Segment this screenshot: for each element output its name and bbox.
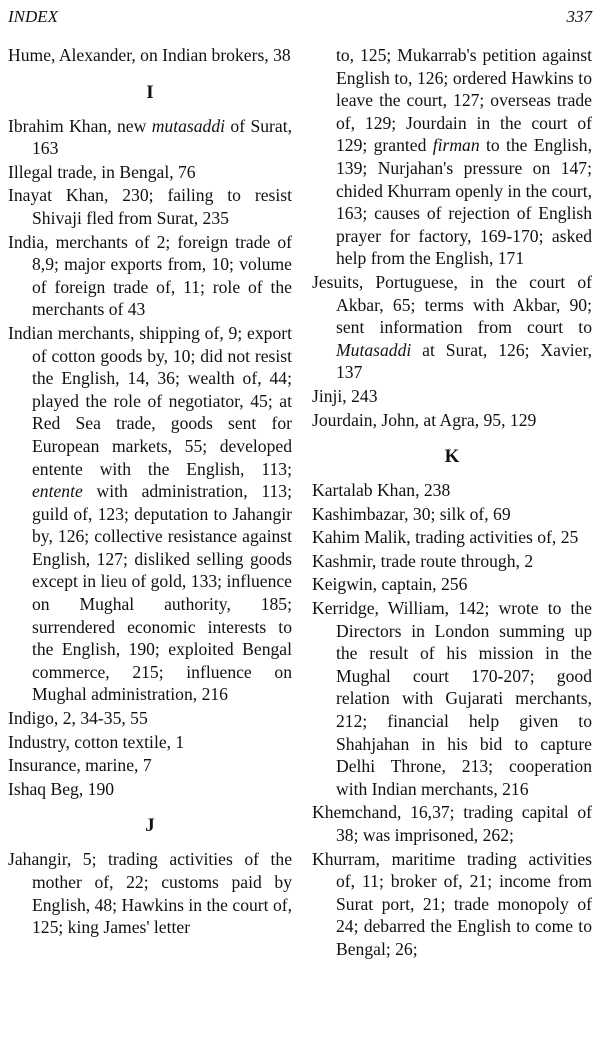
letter-heading-k: K	[444, 446, 460, 468]
index-entry-khemchand: Khemchand, 16,37; trading capital of 38; was imprisoned, 262;	[312, 802, 592, 845]
index-entry-kahim-malik: Kahim Malik, trading activities of, 25	[312, 527, 579, 548]
section-title: INDEX	[8, 7, 59, 26]
index-column-right	[312, 44, 592, 962]
index-entry-kartalab-khan: Kartalab Khan, 238	[312, 480, 451, 501]
index-entry-jesuits	[312, 271, 592, 384]
index-entry-illegal-trade: Illegal trade, in Bengal, 76	[8, 161, 196, 182]
index-entry-khurram: Khurram, maritime trading activities of, 11; broker of, 21; income from Surat port, 21; trade monopoly of 24; debarred the English to come to Bengal; 26;	[312, 848, 592, 959]
index-entry-insurance: Insurance, marine, 7	[8, 755, 152, 776]
page-header	[8, 6, 592, 30]
letter-heading-i: I	[146, 81, 154, 103]
index-entry-indian-merchants	[8, 322, 292, 706]
entry-text: to, 125; Mukarrab's petition against English to, 126; ordered Hawkins to leave the court, 127; overseas trade of, 129; Jourdain in the court of 129; granted	[336, 45, 592, 156]
entry-text: Jesuits, Portuguese, in the court of Akbar, 65; terms with Akbar, 90; sent information from court to	[312, 271, 592, 338]
entry-text: with administration, 113; guild of, 123; deputation to Jahangir by, 126; collective resistance against English, 127; disliked selling goods except in lieu of gold, 133; influence on Mughal authority, 185; surrendered economic interests to the English, 190; exploited Bengal commerce, 215; influence on Mughal administration, 216	[32, 481, 292, 705]
entry-text: Ibrahim Khan, new	[8, 115, 152, 136]
entry-text: to the English, 139; Nurjahan's pressure on 147; chided Khurram openly in the court, 163; causes of rejection of English prayer for factory, 169-170; asked help from the English, 171	[336, 135, 593, 269]
index-column-left	[8, 44, 292, 940]
index-entry-ishaq-beg: Ishaq Beg, 190	[8, 778, 115, 799]
letter-heading-j: J	[145, 815, 155, 837]
entry-italic-term: firman	[432, 135, 480, 156]
index-entry-ibrahim-khan	[8, 115, 292, 160]
index-entry-kerridge: Kerridge, William, 142; wrote to the Directors in London summing up the result of his mission in the Mughal court 170-207; good relation with Gujarati merchants, 212; financial help given to Shahjahan in his bid to capture Delhi Throne, 213; cooperation with Indian merchants, 216	[312, 598, 592, 799]
entry-text: at Surat, 126; Xavier, 137	[336, 339, 592, 383]
entry-italic-term: Mutasaddi	[336, 339, 412, 360]
entry-text: Indian merchants, shipping of, 9; export of cotton goods by, 10; did not resist the English, 14, 36; wealth of, 44; played the role of negotiator, 45; at Red Sea trade, goods sent for European markets, 55; developed entente with the English, 113;	[8, 322, 292, 479]
index-entry-jourdain: Jourdain, John, at Agra, 95, 129	[312, 409, 537, 430]
index-entry-industry: Industry, cotton textile, 1	[8, 731, 185, 752]
index-entry-keigwin: Keigwin, captain, 256	[312, 574, 468, 595]
entry-italic-term: entente	[32, 481, 83, 502]
index-entry-inayat-khan: Inayat Khan, 230; failing to resist Shivaji fled from Surat, 235	[8, 185, 292, 228]
index-entry-kashmir: Kashmir, trade route through, 2	[312, 550, 534, 571]
entry-text: of Surat, 163	[32, 115, 292, 159]
index-entry-jahangir-continued	[312, 44, 592, 270]
index-entry-jinji: Jinji, 243	[312, 385, 378, 406]
page-number: 337	[566, 7, 592, 26]
index-entry-jahangir: Jahangir, 5; trading activities of the mother of, 22; customs paid by English, 48; Hawkins in the court of, 125; king James' letter	[8, 849, 292, 938]
entry-italic-term: mutasaddi	[151, 115, 226, 136]
index-entry-hume: Hume, Alexander, on Indian brokers, 38	[8, 45, 291, 65]
index-entry-indigo: Indigo, 2, 34-35, 55	[8, 708, 148, 729]
index-entry-kashimbazar: Kashimbazar, 30; silk of, 69	[312, 503, 511, 524]
index-entry-india: India, merchants of 2; foreign trade of 8,9; major exports from, 10; volume of foreign trade of, 11; role of the merchants of 43	[8, 231, 292, 320]
